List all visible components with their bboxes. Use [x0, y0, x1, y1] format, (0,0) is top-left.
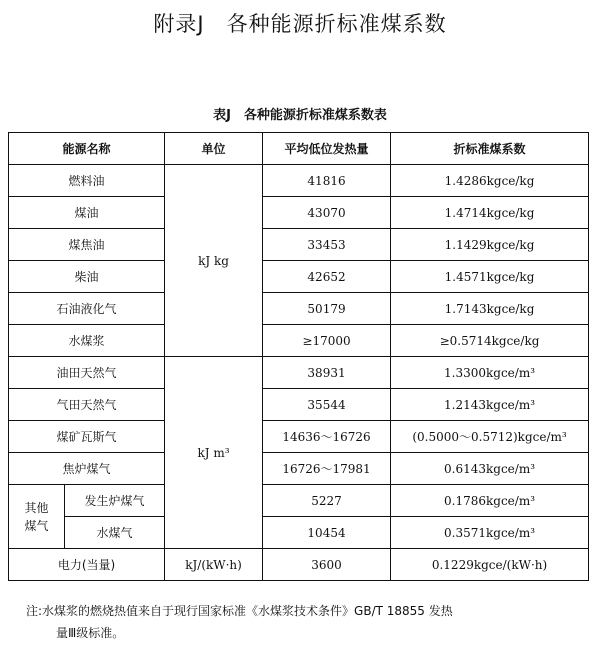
row-factor: (0.5000～0.5712)kgce/m³ [391, 421, 589, 453]
row-heat: 5227 [263, 485, 391, 517]
group-label-line2: 煤气 [24, 518, 49, 533]
row-name: 煤矿瓦斯气 [9, 421, 165, 453]
row-factor: 0.1229kgce/(kW·h) [391, 549, 589, 581]
table-row [9, 389, 589, 421]
row-factor: 0.1786kgce/m³ [391, 485, 589, 517]
row-heat: 33453 [263, 229, 391, 261]
row-heat: 41816 [263, 165, 391, 197]
row-name: 发生炉煤气 [65, 485, 165, 517]
row-name: 石油液化气 [9, 293, 165, 325]
row-heat: 14636～16726 [263, 421, 391, 453]
footnote [26, 600, 592, 644]
row-factor: ≥0.5714kgce/kg [391, 325, 589, 357]
row-heat: 50179 [263, 293, 391, 325]
row-name: 煤焦油 [9, 229, 165, 261]
appendix-heading: 附录J 各种能源折标准煤系数 [153, 12, 447, 36]
header-unit: 单位 [165, 133, 263, 165]
row-factor: 1.4571kgce/kg [391, 261, 589, 293]
row-heat: 42652 [263, 261, 391, 293]
table-header-row [9, 133, 589, 165]
row-name: 电力(当量) [9, 549, 165, 581]
header-factor: 折标准煤系数 [391, 133, 589, 165]
row-heat: 43070 [263, 197, 391, 229]
row-heat: 3600 [263, 549, 391, 581]
unit-kj-m3: kJ m³ [165, 357, 263, 549]
row-factor: 1.7143kgce/kg [391, 293, 589, 325]
table-row [9, 357, 589, 389]
table-row [9, 453, 589, 485]
row-heat: 35544 [263, 389, 391, 421]
row-factor: 1.3300kgce/m³ [391, 357, 589, 389]
table-row [9, 549, 589, 581]
header-name: 能源名称 [9, 133, 165, 165]
table-row [9, 325, 589, 357]
row-factor: 0.6143kgce/m³ [391, 453, 589, 485]
row-factor: 0.3571kgce/m³ [391, 517, 589, 549]
unit-kj-kg: kJ kg [165, 165, 263, 357]
row-name: 油田天然气 [9, 357, 165, 389]
row-name: 气田天然气 [9, 389, 165, 421]
row-name: 煤油 [9, 197, 165, 229]
table-row [9, 261, 589, 293]
group-label-other-gas [9, 485, 65, 549]
row-factor: 1.2143kgce/m³ [391, 389, 589, 421]
footnote-line2: 量Ⅲ级标准。 [56, 626, 125, 640]
row-factor: 1.4714kgce/kg [391, 197, 589, 229]
header-heat: 平均低位发热量 [263, 133, 391, 165]
table-row [9, 165, 589, 197]
table-caption: 表J 各种能源折标准煤系数表 [213, 108, 387, 123]
table-row [9, 229, 589, 261]
row-name: 水煤浆 [9, 325, 165, 357]
row-factor: 1.1429kgce/kg [391, 229, 589, 261]
table-row [9, 485, 589, 517]
row-heat: ≥17000 [263, 325, 391, 357]
unit-kj-kwh: kJ/(kW·h) [165, 549, 263, 581]
table-row [9, 421, 589, 453]
row-name: 水煤气 [65, 517, 165, 549]
footnote-line1: 注:水煤浆的燃烧热值来自于现行国家标准《水煤浆技术条件》GB/T 18855 发热 [26, 604, 453, 618]
table-row [9, 197, 589, 229]
row-name: 燃料油 [9, 165, 165, 197]
row-heat: 16726～17981 [263, 453, 391, 485]
row-name: 柴油 [9, 261, 165, 293]
row-factor: 1.4286kgce/kg [391, 165, 589, 197]
row-heat: 10454 [263, 517, 391, 549]
coefficient-table [8, 132, 589, 581]
row-name: 焦炉煤气 [9, 453, 165, 485]
group-label-line1: 其他 [24, 500, 49, 515]
table-row [9, 517, 589, 549]
row-heat: 38931 [263, 357, 391, 389]
table-row [9, 293, 589, 325]
